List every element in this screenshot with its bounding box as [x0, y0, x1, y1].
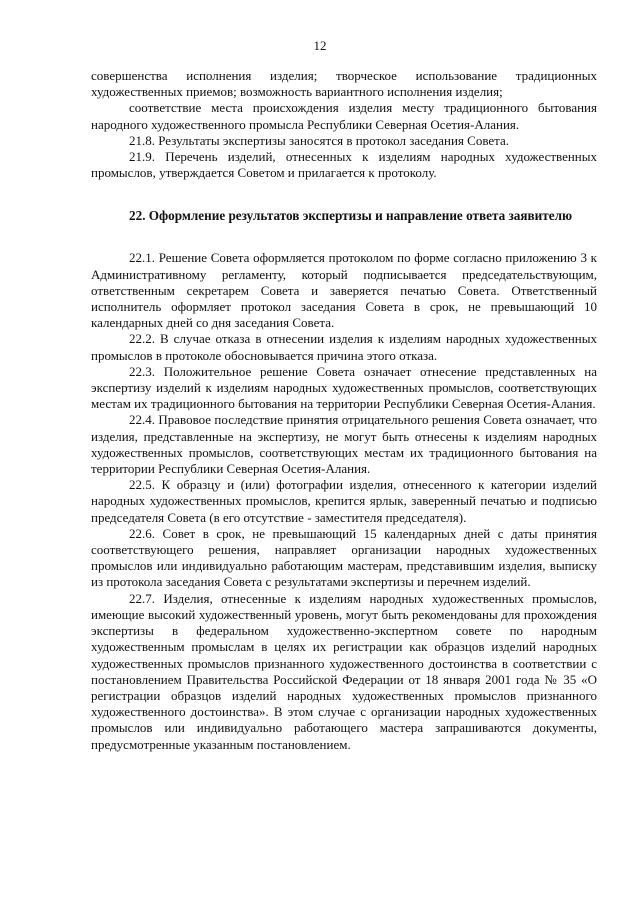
paragraph-22-5: 22.5. К образцу и (или) фотографии изделия, отнесенного к категории изделий народных художественных промыслов, крепится ярлык, заверенный печатью и подписью председателя Совета (в его отсутствие - заместителя председателя).: [91, 477, 597, 525]
paragraph-22-1: 22.1. Решение Совета оформляется протоколом по форме согласно приложению 3 к Административному регламенту, который подписывается председательствующим, ответственным секретарем Совета и заверяется печатью Совета. Ответственный исполнитель оформляет протокол заседания Совета в срок, не превышающий 10 календарных дней со дня заседания Совета.: [91, 250, 597, 331]
paragraph-22-6: 22.6. Совет в срок, не превышающий 15 календарных дней с даты принятия соответствующего решения, направляет организации народных художественных промыслов или индивидуально работающим мастерам, представившим изделия, выписку из протокола заседания Совета с результатами экспертизы и перечнем изделий.: [91, 525, 597, 590]
paragraph-22-7: 22.7. Изделия, отнесенные к изделиям народных художественных промыслов, имеющие высокий художественный уровень, могут быть рекомендованы для прохождения экспертизы в федеральном художественно-экспертном совете по народным художественным промыслам в целях их регистрации как образцов изделий народных художественных промыслов признанного художественного достоинства в соответствии с постановлением Правительства Российской Федерации от 18 января 2001 года № 35 «О регистрации образцов изделий народных художественных промыслов признанного художественного достоинства». В этом случае с организации народных художественных промыслов или индивидуально работающего мастера запрашиваются документы, предусмотренные указанным постановлением.: [91, 590, 597, 752]
document-body: [91, 68, 597, 753]
paragraph-22-2: 22.2. В случае отказа в отнесении изделия к изделиям народных художественных промыслов в протоколе обосновывается причина этого отказа.: [91, 331, 597, 363]
paragraph-21-8: 21.8. Результаты экспертизы заносятся в протокол заседания Совета.: [129, 132, 510, 148]
page-number: 12: [313, 38, 327, 53]
paragraph: соответствие места происхождения изделия месту традиционного бытования народного художественного промысла Республики Северная Осетия-Алания.: [91, 100, 597, 132]
paragraph-22-4: 22.4. Правовое последствие принятия отрицательного решения Совета означает, что изделия, представленные на экспертизу, не могут быть отнесены к изделиям народных художественных промыслов, соответствующих местам их традиционного бытования на территории Республики Северная Осетия-Алания.: [91, 412, 597, 477]
paragraph-continuation: совершенства исполнения изделия; творческое использование традиционных художественных приемов; возможность вариантного исполнения изделия;: [91, 68, 597, 100]
paragraph-21-9: 21.9. Перечень изделий, отнесенных к изделиям народных художественных промыслов, утверждается Советом и прилагается к протоколу.: [91, 149, 597, 181]
section-heading: 22. Оформление результатов экспертизы и направление ответа заявителю: [129, 208, 573, 224]
paragraph-22-3: 22.3. Положительное решение Совета означает отнесение представленных на экспертизу изделий к изделиям народных художественных промыслов, соответствующих местам их традиционного бытования на территории Республики Северная Осетия-Алания.: [91, 363, 597, 412]
